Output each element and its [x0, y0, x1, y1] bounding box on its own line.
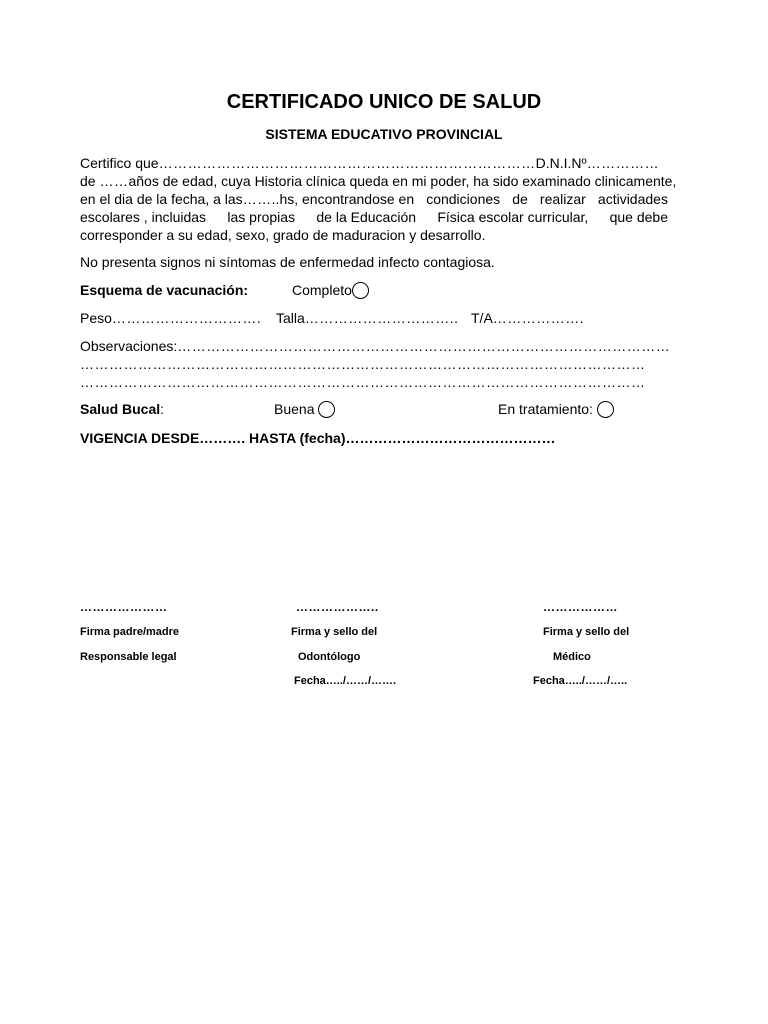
salud-bucal-buena-option[interactable] [274, 401, 335, 419]
medico-label: Médico [553, 651, 591, 663]
text-actividades: actividades [597, 191, 668, 207]
blank-observaciones-1[interactable]: ………………………………………………………………………………………… [177, 338, 671, 354]
signature-line-medico[interactable]: ……………… [543, 600, 618, 614]
paragraph-line-2 [80, 172, 677, 190]
vacunacion-label: Esquema de vacunación: [80, 282, 249, 298]
observaciones-line-1 [80, 338, 670, 354]
salud-bucal-label [80, 401, 164, 417]
vacunacion-completo-label: Completo [292, 282, 352, 298]
peso-label: Peso [80, 310, 112, 326]
text-que-debe: que debe [609, 209, 668, 225]
blank-observaciones-2[interactable]: ……………………………………………………………………………………………………… [80, 356, 646, 372]
vacunacion-completo-option[interactable] [292, 282, 369, 300]
buena-radio-circle[interactable] [318, 401, 335, 418]
text-hs: ..hs, encontrandose en [271, 191, 415, 207]
page-subtitle: SISTEMA EDUCATIVO PROVINCIAL [265, 126, 503, 142]
salud-bucal-tratamiento-option[interactable] [498, 401, 614, 419]
text-condiciones: condiciones [426, 191, 501, 207]
buena-label: Buena [274, 401, 315, 417]
salud-bucal-colon: : [160, 401, 165, 417]
no-signos-text: No presenta signos ni síntomas de enfermedad infecto contagiosa. [80, 254, 495, 270]
text-de: de [80, 173, 96, 189]
blank-hour[interactable]: …… [242, 191, 272, 207]
odontologo-label: Odontólogo [298, 651, 361, 663]
paragraph-line-5: corresponder a su edad, sexo, grado de maduracion y desarrollo. [80, 227, 486, 243]
completo-radio-circle[interactable] [352, 282, 369, 299]
blank-name[interactable]: …………………………………………………………………… [158, 155, 536, 171]
peso-field [80, 310, 261, 326]
text-escolares: escolares , incluidas [80, 209, 207, 225]
text-realizar: realizar [539, 191, 586, 207]
blank-age[interactable]: …… [99, 173, 129, 189]
firma-odontologo-label: Firma y sello del [291, 626, 378, 638]
paragraph-line-3 [80, 190, 668, 208]
responsable-legal-label: Responsable legal [80, 651, 177, 663]
signature-line-padre[interactable]: ………………… [80, 600, 168, 614]
page-title: CERTIFICADO UNICO DE SALUD [226, 91, 542, 113]
blank-talla[interactable]: ………………………….. [304, 310, 459, 326]
text-dni: D.N.I.Nº [535, 155, 587, 171]
tratamiento-radio-circle[interactable] [597, 401, 614, 418]
text-de-2: de [512, 191, 528, 207]
text-propias: las propias [227, 209, 296, 225]
text-fecha: en el dia de la fecha, a las [80, 191, 243, 207]
talla-field [276, 310, 459, 326]
talla-label: Talla [276, 310, 305, 326]
blank-ta[interactable]: ………………. [492, 310, 585, 326]
text-fisica: Física escolar curricular, [437, 209, 589, 225]
text-educacion: de la Educación [316, 209, 417, 225]
salud-bucal-title: Salud Bucal [80, 401, 161, 417]
tratamiento-label: En tratamiento: [498, 401, 593, 417]
observaciones-label: Observaciones: [80, 338, 178, 354]
firma-padre-label: Firma padre/madre [80, 626, 180, 638]
signature-line-odontologo[interactable]: ……………….. [296, 600, 379, 614]
certification-paragraph [80, 154, 677, 244]
fecha-odontologo[interactable]: Fecha…../……/……. [294, 675, 397, 687]
paragraph-line-1 [80, 154, 670, 172]
blank-peso[interactable]: …………………………. [111, 310, 262, 326]
blank-dni[interactable]: …………… [586, 155, 660, 171]
ta-label: T/A [471, 310, 493, 326]
ta-field [471, 310, 584, 326]
firma-medico-label: Firma y sello del [543, 626, 630, 638]
text-age-sentence: años de edad, cuya Historia clínica queda en mi poder, ha sido examinado clinicamente, [128, 173, 677, 189]
vigencia-line: VIGENCIA DESDE………. HASTA (fecha)……………………………………… [80, 430, 556, 446]
blank-observaciones-3[interactable]: ……………………………………………………………………………………………………… [80, 374, 646, 390]
paragraph-line-4 [80, 208, 668, 226]
text-certifico: Certifico que [80, 155, 159, 171]
fecha-medico[interactable]: Fecha…../……/….. [533, 675, 628, 687]
